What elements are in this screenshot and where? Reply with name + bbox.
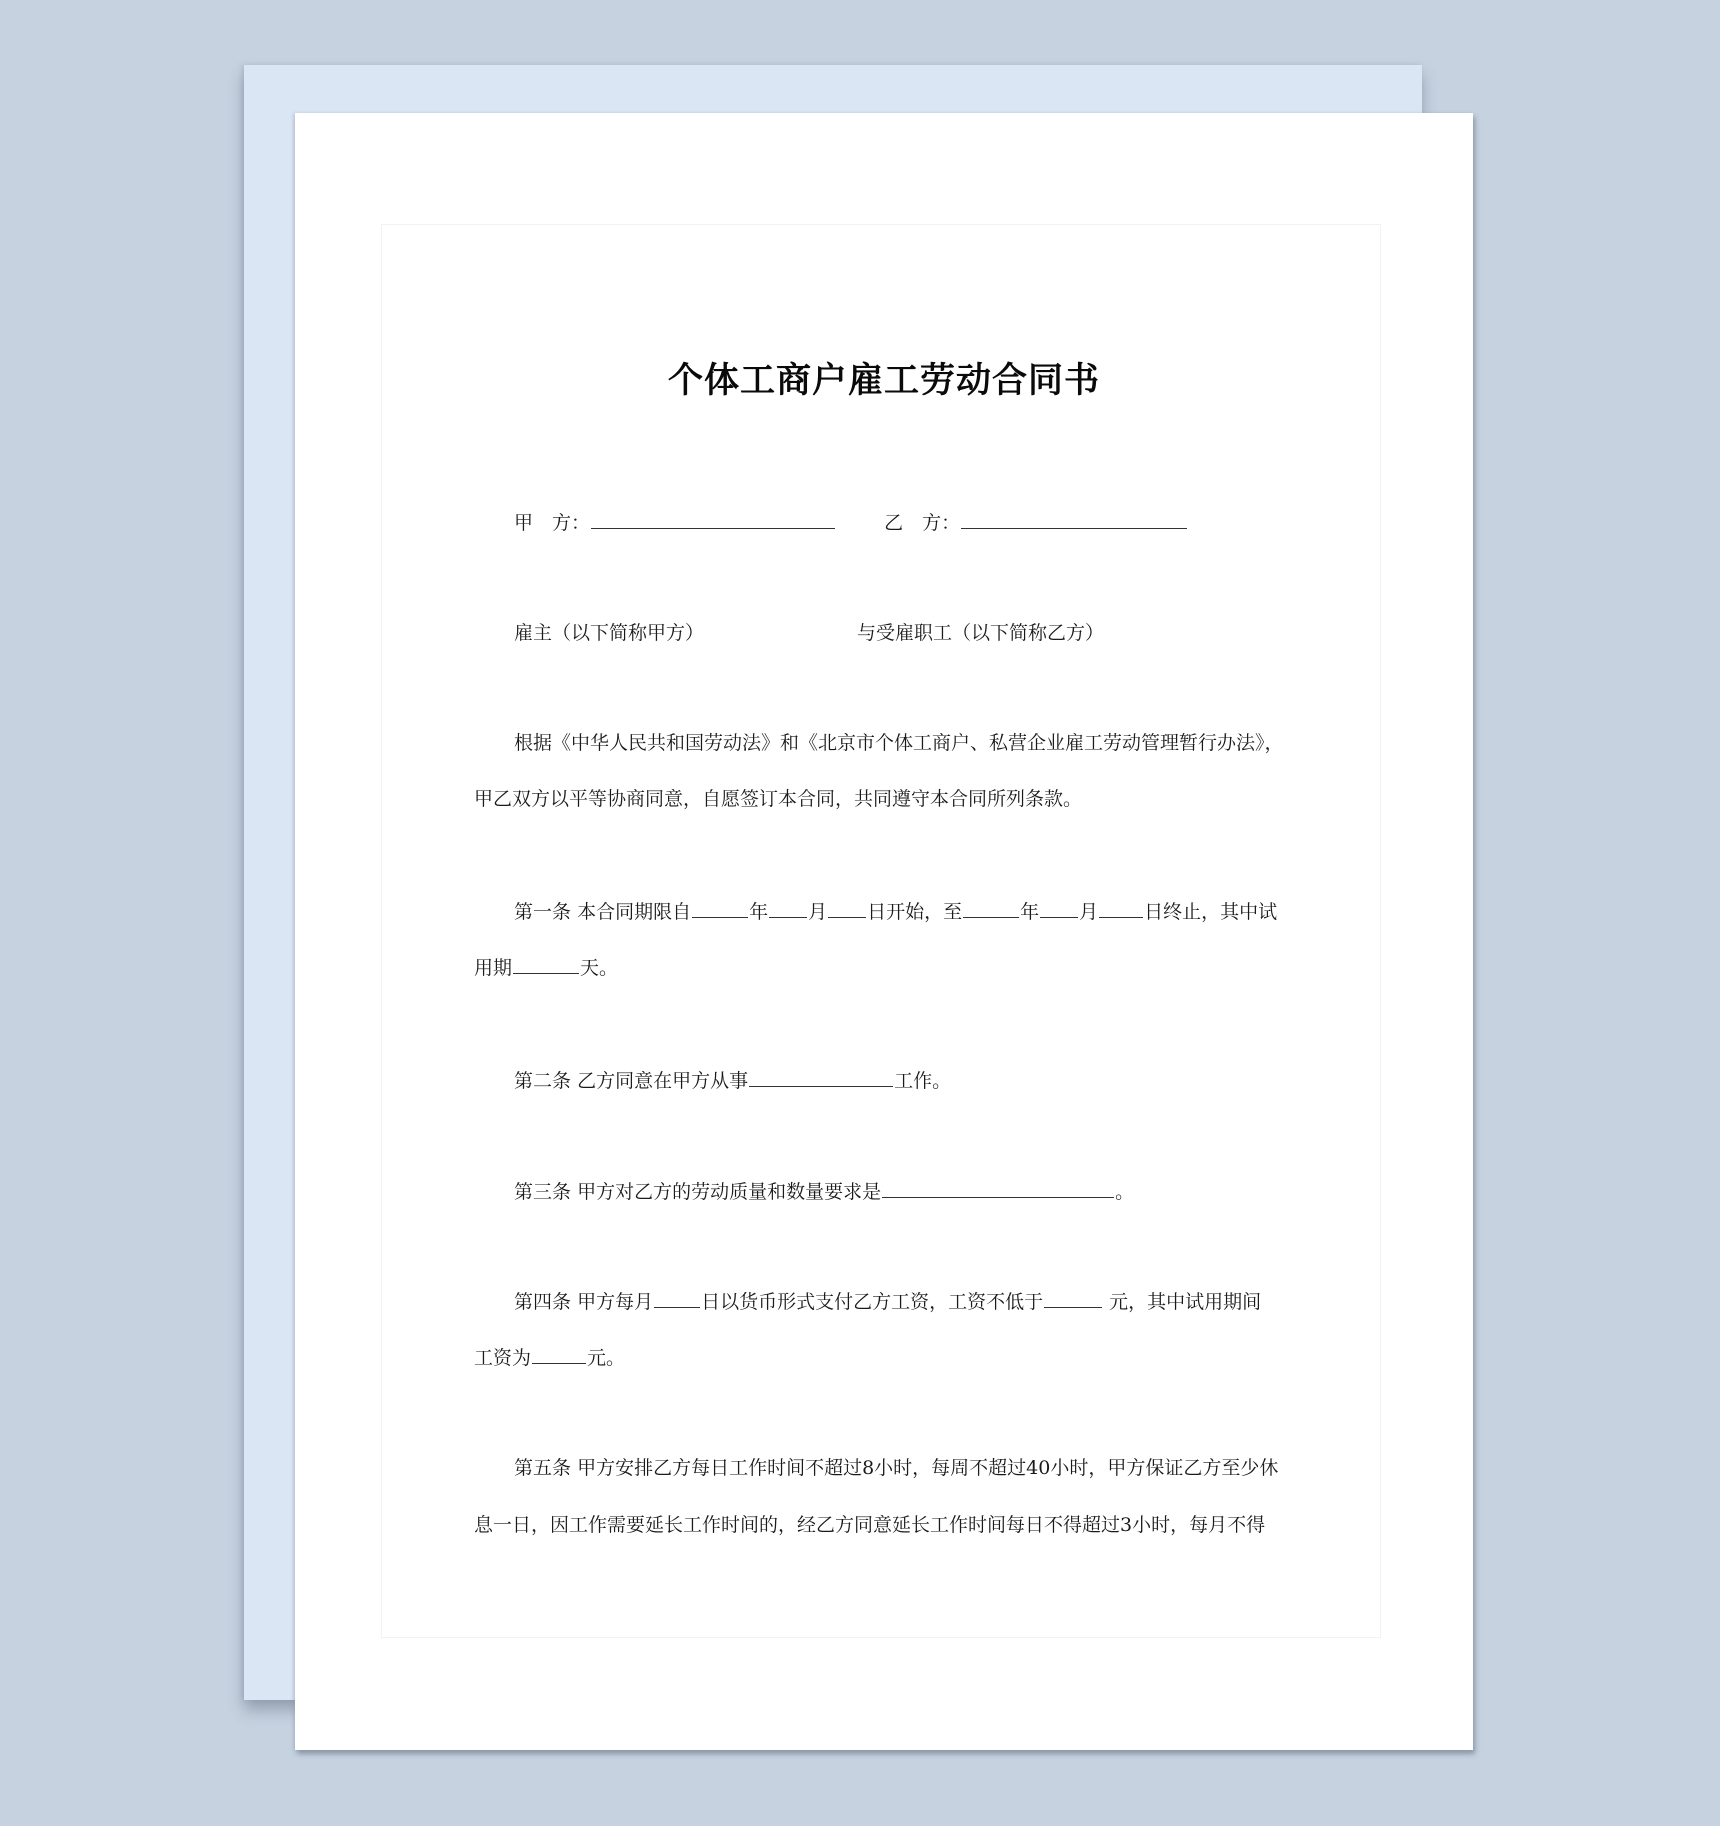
start-year-field[interactable] [692,899,748,918]
front-page-sheet [295,113,1473,1750]
job-field[interactable] [749,1068,893,1087]
days-text: 天。 [580,957,619,979]
end-day-field[interactable] [1099,899,1143,918]
article-3-label: 第三条 [514,1181,572,1203]
article-2-line [514,1068,951,1093]
year-text: 年 [1020,901,1040,923]
parties-line [514,510,1188,535]
period-text: 。 [1115,1181,1135,1203]
article-5-text: 甲方安排乙方每日工作时间不超过8小时，每周不超过40小时，甲方保证乙方至少休 [577,1457,1279,1479]
article-2-label: 第二条 [514,1070,572,1092]
article-1-line-1 [514,899,1277,924]
party-b-label: 乙 方： [884,512,961,534]
quality-requirements-field[interactable] [882,1179,1114,1198]
start-text: 日开始，至 [867,901,963,923]
probation-salary-text: 元，其中试用期间 [1109,1291,1262,1313]
party-b-field[interactable] [961,510,1187,529]
month-text: 月 [808,901,828,923]
probation-text: 用期 [474,957,513,979]
party-a-label: 甲 方： [514,512,591,534]
article-1-label: 第一条 [514,901,572,923]
month-text: 月 [1079,901,1099,923]
end-year-field[interactable] [963,899,1019,918]
start-month-field[interactable] [769,899,807,918]
article-4-label: 第四条 [514,1291,572,1313]
start-day-field[interactable] [828,899,866,918]
probation-salary-field[interactable] [532,1345,586,1364]
probation-days-field[interactable] [513,955,579,974]
employer-role-text: 雇主（以下简称甲方） [514,622,705,644]
article-4-text: 甲方每月 [577,1291,654,1313]
end-month-field[interactable] [1040,899,1078,918]
article-3-line [514,1179,1134,1204]
pay-day-field[interactable] [654,1289,700,1308]
party-a-field[interactable] [591,510,835,529]
year-text: 年 [749,901,769,923]
article-1-line-2 [474,955,618,980]
article-5-label: 第五条 [514,1457,572,1479]
min-salary-field[interactable] [1044,1289,1102,1308]
salary-text: 日以货币形式支付乙方工资，工资不低于 [701,1291,1044,1313]
yuan-text: 元。 [587,1347,626,1369]
preamble-line-2: 甲乙双方以平等协商同意，自愿签订本合同，共同遵守本合同所列条款。 [474,788,1083,810]
employee-role-text: 与受雇职工（以下简称乙方） [857,622,1105,644]
article-5-line-2: 息一日，因工作需要延长工作时间的，经乙方同意延长工作时间每日不得超过3小时，每月不得 [474,1514,1266,1536]
article-5-line-1 [514,1456,1278,1480]
document-title: 个体工商户雇工劳动合同书 [667,361,1100,401]
article-3-text: 甲方对乙方的劳动质量和数量要求是 [577,1181,882,1203]
preamble-line-1: 根据《中华人民共和国劳动法》和《北京市个体工商户、私营企业雇工劳动管理暂行办法》， [514,732,1284,754]
end-text: 日终止，其中试 [1144,901,1278,923]
salary-label: 工资为 [474,1347,532,1369]
article-2-text: 乙方同意在甲方从事 [577,1070,749,1092]
article-4-line-1 [514,1289,1261,1314]
work-text: 工作。 [894,1070,952,1092]
content-frame [381,224,1381,1638]
article-4-line-2 [474,1345,625,1370]
article-1-text: 本合同期限自 [577,901,692,923]
